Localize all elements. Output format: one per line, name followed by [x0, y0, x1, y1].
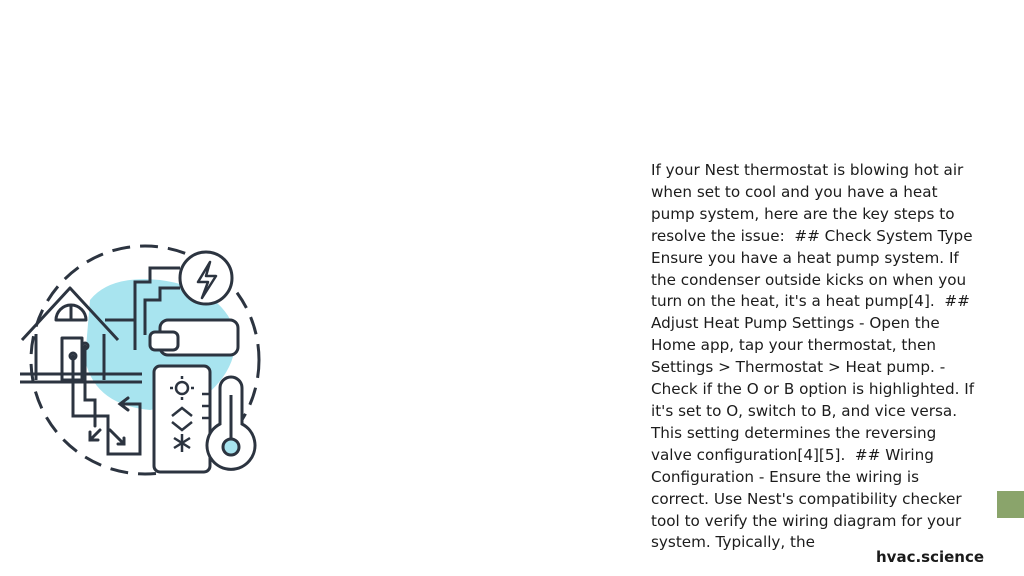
hvac-illustration	[0, 230, 280, 490]
site-watermark: hvac.science	[876, 548, 985, 566]
thermostat-panel-icon	[154, 366, 210, 472]
article-body: If your Nest thermostat is blowing hot air when set to cool and you have a heat pump system, here are the key steps to resolve the issue: ## Check System Type Ensure you have a heat pump system. If the condenser outside kicks on when you turn on the heat, it's a heat pump[4]. ## Adjust Heat Pump Settings - Open the Home app, tap your thermostat, then Settings > Thermostat > Heat pump. - Check if the O or B option is highlighted. If it's set to O, switch to B, and vice versa. This setting determines the reversing valve configuration[4][5]. ## Wiring Configuration - Ensure the wiring is correct. Use Nest's compatibility checker tool to verify the wiring diagram for your system. Typically, the	[651, 161, 979, 552]
corner-swatch	[997, 491, 1024, 518]
lightning-icon	[180, 252, 232, 304]
thermometer-icon	[207, 377, 255, 469]
